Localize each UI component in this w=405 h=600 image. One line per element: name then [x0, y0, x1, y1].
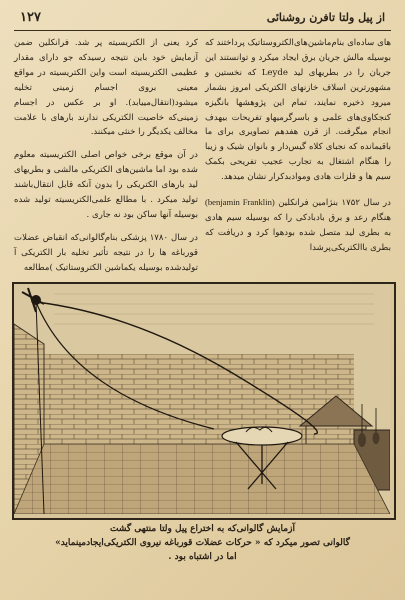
left-paragraph-3: در سال ۱۷۸۰ پزشکی بنام‌گالوانی‌که انقباض عضلات قورباغه ها را در نتیجه تأثیر تخلیه بار الکتریکی آ تولیدشده بوسیله یکماشین الکتروستاتیک )مطالعه — [14, 232, 198, 273]
franklin-sentence-start: در سال ۱۷۵۲ بنژامین فرانکلین — [278, 198, 391, 209]
left-paragraph-2: در آن موقع برخی خواص اصلی الکتریسیته معلوم شده بود اما ماشین‌های الکتریکی مالشی و بطریهای لید بارهای الکتریکی را بدون آنکه قابل انتقال‌باشند تولید میکرد . با مطالع علمی‌الکتریسیته تولید شده بوسیله آنها ساکن بود نه جاری . — [14, 150, 198, 220]
engraving-drawing — [14, 284, 390, 514]
caption-line-2: گالوانی تصور میکرد که « حرکات عضلات قورباغه نیروی الکتریکی‌ایجادمینماید» — [55, 538, 350, 548]
tiled-floor — [14, 444, 390, 514]
caption-line-3: اما در اشتباه بود . — [168, 552, 237, 562]
page-number: ۱۲۷ — [20, 10, 41, 25]
right-text-column — [205, 36, 391, 256]
franklin-sentence-rest: هنگام رعد و برق بادبادکی را که بوسیله سیم هادی به بطری لید متصل شده بودهوا کرد و دریافت که بطری باالکتریکی‌پرشدا — [205, 212, 391, 253]
figure-caption — [12, 522, 393, 564]
left-text-column — [14, 36, 198, 276]
right-paragraph-2 — [205, 195, 391, 256]
right-paragraph-1: های ساده‌ای بنام‌ماشین‌های‌الکتروستاتیک پرداختند که بوسیله مالش جریان برق ایجاد میکرد و توانستند این جریان را در بطریهای لید Leyde که نخستین و مشهورترین اسلاف خازنهای الکتریکی امروز بشمار میرود ذخیره نمایند، تمام این پژوهشها بانگیزه کنجکاوی‌های علمی و باسرگرمیهاو تفریحات بیهدف انجام میگرفت. از قرن هفدهم تصاویری برای ما باقیمانده که نجبای کلاه گیس‌دار و بانوان شیک و زیبا را هنگام اشتغال به تجارب عجیب تفریحی بکمک سیم ها و فلزات هادی وموادبدکرار نشان میدهد. — [205, 38, 391, 183]
left-paragraph-1: کرد یعنی از الکتریسیته پر شد. فرانکلین ضمن آزمایش خود باین نتیجه رسیدکه جو دارای مقدار عظیمی الکتریسیته است واین الکتریسیته در مواقع معینی بروی اجسام زمینی تخلیه میشود(انتقال‌مییابد). او بر عکس در اجسام زمینی‌که خاصیت الکتریکی ندارند بارهای با علامت مخالف یکدیگر را خنثی میکنند. — [14, 38, 198, 138]
running-title: از پیل ولتا تافرن روشنائی — [266, 11, 385, 24]
caption-line-1: آزمایش گالوانی‌که به اختراع پیل ولتا منتهی گشت — [110, 524, 295, 534]
round-table-top — [222, 427, 302, 445]
page-header — [14, 8, 391, 31]
franklin-latin-name: (benjamin Franklin) — [205, 197, 275, 208]
galvani-experiment-illustration — [12, 282, 396, 520]
